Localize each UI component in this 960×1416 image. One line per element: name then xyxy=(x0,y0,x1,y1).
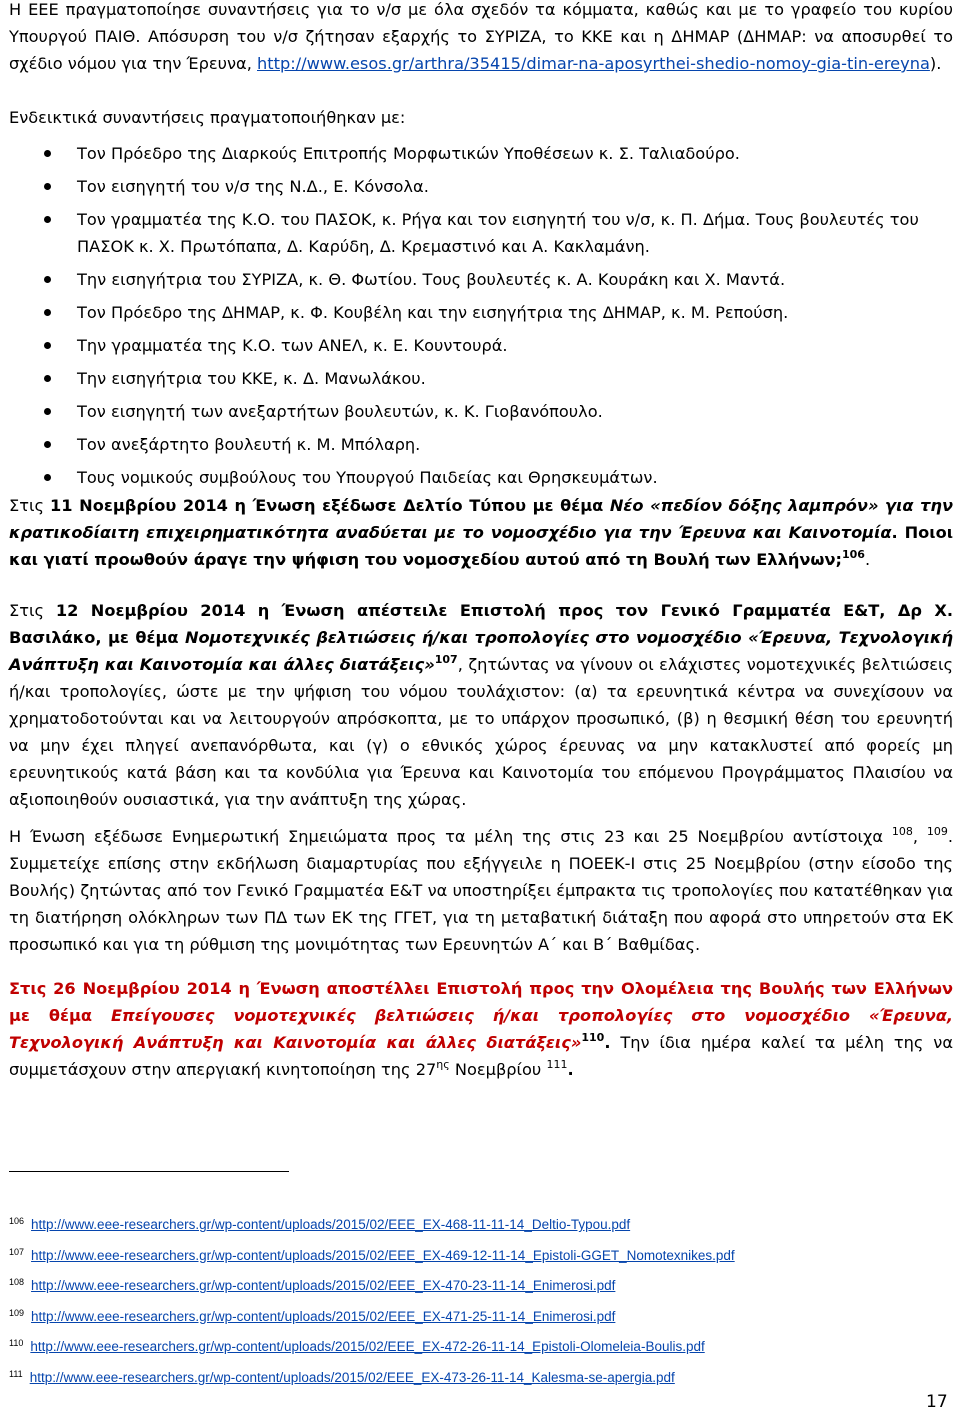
list-item-text: Την εισηγήτρια του ΚΚΕ, κ. Δ. Μανωλάκου. xyxy=(77,369,426,388)
ordinal-suffix: ης xyxy=(436,1058,450,1071)
footnote-number: 111 xyxy=(9,1368,23,1379)
meetings-list xyxy=(0,140,960,497)
p26-tail: . xyxy=(567,1060,574,1079)
esos-link[interactable]: http://www.esos.gr/arthra/35415/dimar-na-aposyrthei-shedio-nomoy-gia-tin-ereyna xyxy=(257,54,930,73)
footnote-ref[interactable]: 107 xyxy=(434,653,458,666)
footnote xyxy=(9,1208,949,1239)
list-item-text: Τους νομικούς συμβούλους του Υπουργού Παιδείας και Θρησκευμάτων. xyxy=(77,468,658,487)
bullet-icon xyxy=(44,342,51,349)
footnote-ref[interactable]: 111 xyxy=(546,1058,568,1071)
p11-tail: . xyxy=(864,550,871,569)
footnote-link[interactable]: http://www.eee-researchers.gr/wp-content/uploads/2015/02/EEE_EX-471-25-11-14_Enimerosi.pdf xyxy=(31,1308,616,1324)
press-release-paragraph xyxy=(9,492,953,573)
footnote-link[interactable]: http://www.eee-researchers.gr/wp-content/uploads/2015/02/EEE_EX-473-26-11-14_Kalesma-se-apergia.pdf xyxy=(29,1369,675,1385)
bullet-icon xyxy=(44,408,51,415)
bullet-icon xyxy=(44,309,51,316)
bullet-icon xyxy=(44,441,51,448)
footnote-link[interactable]: http://www.eee-researchers.gr/wp-content/uploads/2015/02/EEE_EX-468-11-11-14_Deltio-Typou.pdf xyxy=(31,1217,631,1232)
list-item-text: Την εισηγήτρια του ΣΥΡΙΖΑ, κ. Θ. Φωτίου. Τους βουλευτές κ. Α. Κουράκη και Χ. Μαντά. xyxy=(77,270,786,289)
bullet-icon xyxy=(44,150,51,157)
list-item xyxy=(0,266,960,293)
p26-text: Την ίδια ημέρα καλεί τα μέλη της να συμμετάσχουν στην απεργιακή κινητοποίηση της 27 xyxy=(9,1033,953,1079)
bullet-icon xyxy=(44,183,51,190)
p12-title: Νομοτεχνικές βελτιώσεις ή/και τροπολογίες στο νομοσχέδιο «Έρευνα, Τεχνολογική Ανάπτυξη και Καινοτομία και άλλες διατάξεις» xyxy=(9,628,953,674)
bullet-icon xyxy=(44,375,51,382)
list-item-text: Την γραμματέα της Κ.Ο. των ΑΝΕΛ, κ. Ε. Κουντουρά. xyxy=(77,336,508,355)
footnotes xyxy=(9,1208,949,1391)
list-item xyxy=(0,140,960,167)
list-item xyxy=(0,299,960,326)
p11-lead: Στις xyxy=(9,496,51,515)
intro-text-end: ). xyxy=(929,54,942,73)
letter-parliament-paragraph xyxy=(9,975,953,1083)
list-item-text: Τον εισηγητή του ν/σ της Ν.Δ., Ε. Κόνσολα. xyxy=(77,177,429,196)
list-item xyxy=(0,464,960,491)
footnote xyxy=(9,1269,949,1300)
p12-lead: Στις xyxy=(9,601,56,620)
p23-text: Η Ένωση εξέδωσε Ενημερωτική Σημειώματα προς τα μέλη της στις 23 και 25 Νοεμβρίου αντίστοιχα xyxy=(9,827,892,846)
list-item xyxy=(0,398,960,425)
page-number: 17 xyxy=(926,1392,948,1412)
list-item-text: Τον γραμματέα της Κ.Ο. του ΠΑΣΟΚ, κ. Ρήγα και τον εισηγητή του ν/σ, κ. Π. Δήμα. Τους βουλευτές του ΠΑΣΟΚ κ. Χ. Πρωτόπαπα, Δ. Καρύδη, Δ. Κρεμαστινό και Α. Κακλαμάνη. xyxy=(77,210,919,256)
footnote xyxy=(9,1330,949,1361)
p11-question: . Ποιοι και γιατί προωθούν άραγε την ψήφιση του νομοσχεδίου αυτού από τη Βουλή των Ελλήνων; xyxy=(9,523,953,569)
p23-rest: . Συμμετείχε επίσης στην εκδήλωση διαμαρτυρίας που εξήγγειλε η ΠΟΕΕΚ-Ι στις 25 Νοεμβρίου (στην είσοδο της Βουλής) ζητώντας από τον Γενικό Γραμματέα Ε&Τ να υποστηρίξει έμπρακτα τις τροπολογίες που κατατέθηκαν για τη διατήρηση ολόκληρων των ΠΔ των ΕΚ της ΓΓΕΤ, για τη μεταβατική διάταξη που αφορά στο υπηρετούν στα ΕΚ προσωπικό και για τη ρύθμιση της μονιμότητας των Ερευνητών Α΄ και Β΄ Βαθμίδας. xyxy=(9,827,953,954)
footnote-link[interactable]: http://www.eee-researchers.gr/wp-content/uploads/2015/02/EEE_EX-470-23-11-14_Enimerosi.pdf xyxy=(31,1278,616,1293)
list-item xyxy=(0,365,960,392)
list-item xyxy=(0,332,960,359)
p12-bold: 12 Νοεμβρίου 2014 η Ένωση απέστειλε Επιστολή προς τον Γενικό Γραμματέα Ε&Τ, Δρ Χ. Βασιλάκο, με θέμα xyxy=(9,601,953,647)
footnote-number: 106 xyxy=(9,1216,25,1226)
list-item-text: Τον Πρόεδρο της ΔΗΜΑΡ, κ. Φ. Κουβέλη και την εισηγήτρια της ΔΗΜΑΡ, κ. Μ. Ρεπούση. xyxy=(77,303,789,322)
letter-gget-paragraph xyxy=(9,597,953,813)
footnote-ref[interactable]: 108 xyxy=(891,825,913,838)
footnote-number: 110 xyxy=(9,1338,24,1348)
footnote-separator xyxy=(9,1171,289,1172)
p26-title: Επείγουσες νομοτεχνικές βελτιώσεις ή/και τροπολογίες στο νομοσχέδιο «Έρευνα, Τεχνολογική Ανάπτυξη και Καινοτομία και άλλες διατάξεις» xyxy=(9,1006,953,1052)
list-item xyxy=(0,206,960,260)
bullet-icon xyxy=(44,474,51,481)
footnote-number: 108 xyxy=(9,1277,25,1287)
p11-title: Νέο «πεδίον δόξης λαμπρόν» για την κρατικοδίαιτη επιχειρηματικότητα αναδύεται με το νομοσχέδιο για την Έρευνα και Καινοτομία xyxy=(9,496,953,542)
footnote-link[interactable]: http://www.eee-researchers.gr/wp-content/uploads/2015/02/EEE_EX-469-12-11-14_Epistoli-GGET_Nomotexnikes.pdf xyxy=(31,1247,735,1263)
list-item-text: Τον Πρόεδρο της Διαρκούς Επιτροπής Μορφωτικών Υποθέσεων κ. Σ. Ταλιαδούρο. xyxy=(77,144,740,163)
list-item-text: Τον εισηγητή των ανεξαρτήτων βουλευτών, κ. Κ. Γιοβανόπουλο. xyxy=(77,402,603,421)
list-item-text: Τον ανεξάρτητο βουλευτή κ. Μ. Μπόλαρη. xyxy=(77,435,421,454)
footnote-link[interactable]: http://www.eee-researchers.gr/wp-content/uploads/2015/02/EEE_EX-472-26-11-14_Epistoli-Olomeleia-Boulis.pdf xyxy=(30,1339,705,1354)
footnote-ref[interactable]: 109 xyxy=(926,825,948,838)
bullet-icon xyxy=(44,276,51,283)
footnote-ref[interactable]: 106 xyxy=(841,548,865,561)
p11-bold: 11 Νοεμβρίου 2014 η Ένωση εξέδωσε Δελτίο Τύπου με θέμα xyxy=(50,496,610,515)
p23-sep: , xyxy=(912,827,927,846)
footnote xyxy=(9,1300,949,1331)
list-item xyxy=(0,431,960,458)
notes-paragraph xyxy=(9,823,953,958)
footnote-number: 107 xyxy=(9,1246,25,1257)
intro-paragraph xyxy=(9,0,953,77)
p26-red-bold: Στις 26 Νοεμβρίου 2014 η Ένωση αποστέλλει Επιστολή προς την Ολομέλεια της Βουλής των Ελλήνων με θέμα xyxy=(9,979,953,1025)
p26-dot: . xyxy=(604,1033,611,1052)
footnote-ref[interactable]: 110 xyxy=(581,1031,605,1044)
footnote xyxy=(9,1361,949,1392)
meetings-heading: Ενδεικτικά συναντήσεις πραγματοποιήθηκαν με: xyxy=(9,108,406,127)
p26-text-end: Νοεμβρίου xyxy=(449,1060,547,1079)
intro-text: Η ΕΕΕ πραγματοποίησε συναντήσεις για το ν/σ με όλα σχεδόν τα κόμματα, καθώς και με το γραφείο του κυρίου Υπουργού ΠΑΙΘ. Απόσυρση του ν/σ ζήτησαν εξαρχής το ΣΥΡΙΖΑ, το ΚΚΕ και η ΔΗΜΑΡ (ΔΗΜΑΡ: να αποσυρθεί το σχέδιο νόμου για την Έρευνα, xyxy=(9,0,953,73)
footnote xyxy=(9,1239,949,1270)
bullet-icon xyxy=(44,216,51,223)
footnote-number: 109 xyxy=(9,1307,25,1318)
p12-rest: , ζητώντας να γίνουν οι ελάχιστες νομοτεχνικές βελτιώσεις ή/και τροπολογίες, ώστε με την ψήφιση του νόμου τουλάχιστον: (α) τα ερευνητικά κέντρα να συνεχίσουν να χρηματοδοτούνται και να λειτουργούν απρόσκοπτα, με το υπάρχον προσωπικό, (β) η θεσμική θέση του ερευνητή να μην έχει πληγεί ανεπανόρθωτα, και (γ) ο εθνικός χώρος έρευνας να μην κατακλυστεί από φορείς μη ερευνητικούς κατά βάση και τα κονδύλια για Έρευνα και Καινοτομία του επόμενου Προγράμματος Πλαισίου να αξιοποιηθούν ουσιαστικά, για την ανάπτυξη της χώρας. xyxy=(9,655,953,809)
list-item xyxy=(0,173,960,200)
